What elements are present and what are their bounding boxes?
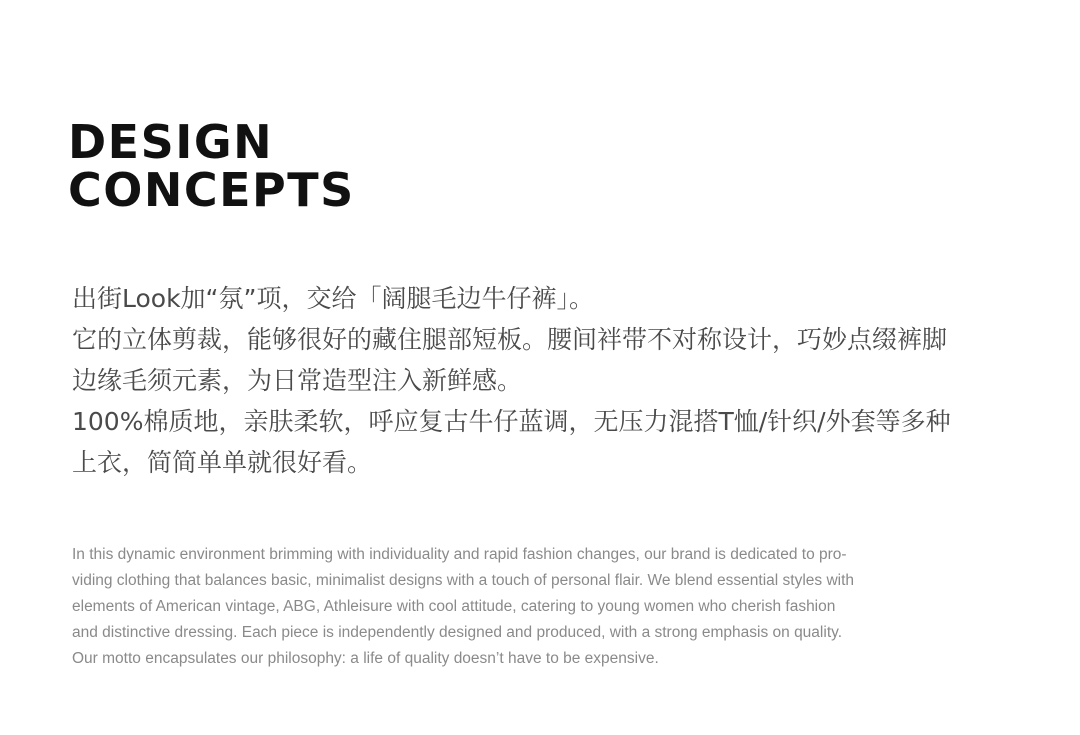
english-line: elements of American vintage, ABG, Athleisure with cool attitude, catering to young women who cherish fashion	[72, 598, 836, 615]
title-line-2: CONCEPTS	[68, 163, 355, 217]
chinese-description	[72, 278, 1032, 483]
english-line: In this dynamic environment brimming with individuality and rapid fashion changes, our brand is dedicated to pro-	[72, 546, 847, 563]
english-description	[72, 542, 1012, 672]
english-line: viding clothing that balances basic, minimalist designs with a touch of personal flair. We blend essential styles with	[72, 572, 855, 589]
english-line: and distinctive dressing. Each piece is independently designed and produced, with a strong emphasis on quality.	[72, 624, 843, 641]
chinese-line: 100%棉质地，亲肤柔软，呼应复古牛仔蓝调，无压力混搭T恤/针织/外套等多种	[72, 407, 951, 436]
chinese-line: 它的立体剪裁，能够很好的藏住腿部短板。腰间袢带不对称设计，巧妙点缀裤脚	[72, 325, 948, 354]
chinese-line: 边缘毛须元素，为日常造型注入新鲜感。	[72, 366, 523, 395]
page-title	[68, 115, 355, 217]
title-line-1: DESIGN	[68, 115, 274, 169]
chinese-line: 出街Look加“氛”项，交给「阔腿毛边牛仔裤」。	[72, 284, 594, 313]
english-line: Our motto encapsulates our philosophy: a life of quality doesn’t have to be expensive.	[72, 650, 659, 667]
chinese-line: 上衣，简简单单就很好看。	[72, 448, 373, 477]
